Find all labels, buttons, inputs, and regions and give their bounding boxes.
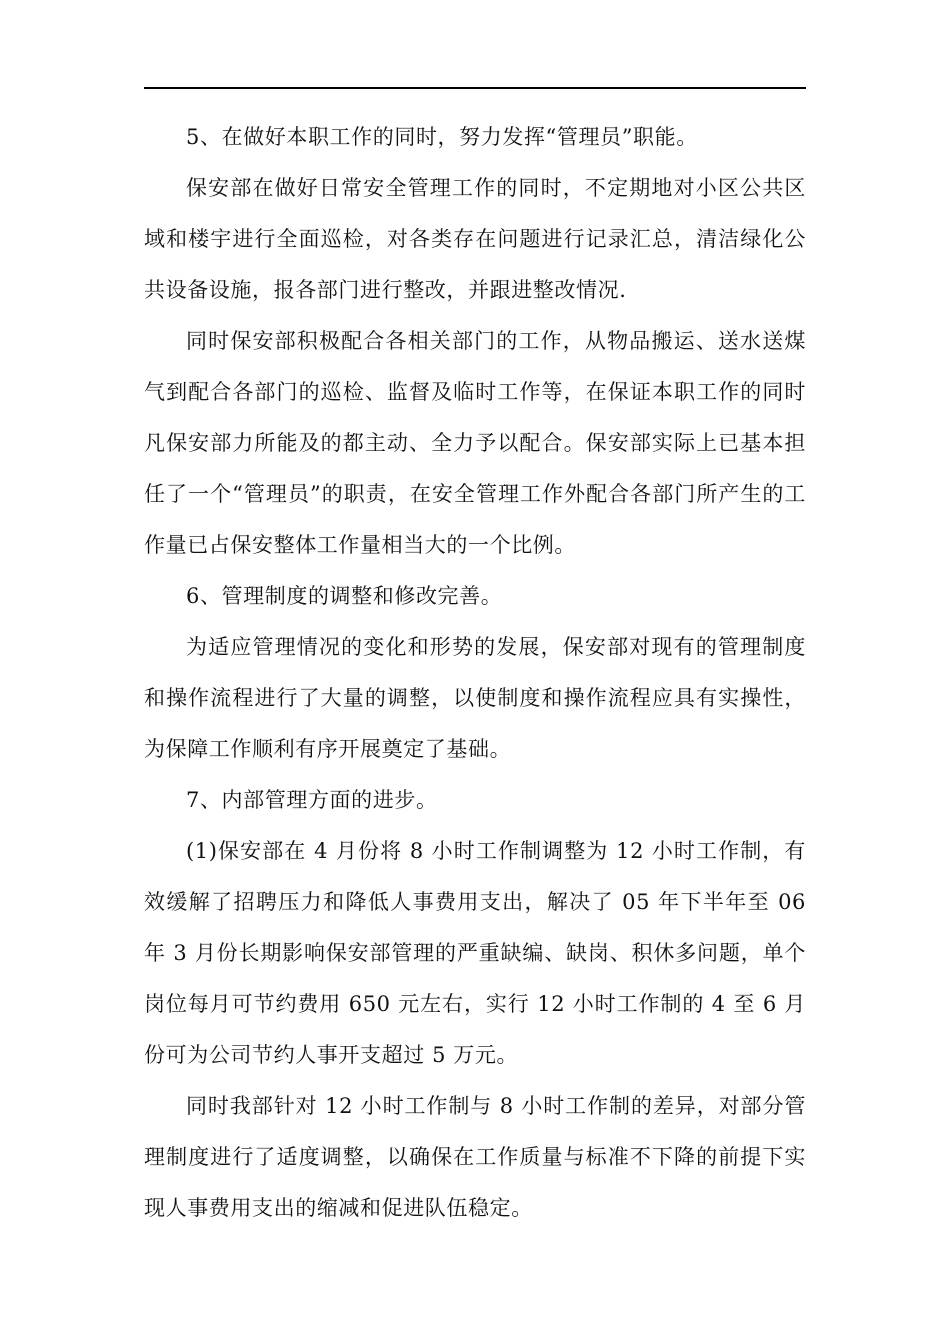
document-body — [144, 112, 806, 1234]
paragraph-section-7-heading: 7、内部管理方面的进步。 — [186, 788, 438, 812]
paragraph-system-revision: 同时我部针对 12 小时工作制与 8 小时工作制的差异，对部分管理制度进行了适度调整，以确保在工作质量与标准不下降的前提下实现人事费用支出的缩减和促进队伍稳定。 — [144, 1094, 806, 1220]
paragraph-cooperation: 同时保安部积极配合各相关部门的工作，从物品搬运、送水送煤气到配合各部门的巡检、监督及临时工作等，在保证本职工作的同时凡保安部力所能及的都主动、全力予以配合。保安部实际上已基本担任了一个“管理员”的职责，在安全管理工作外配合各部门所产生的工作量已占保安整体工作量相当大的一个比例。 — [144, 329, 806, 557]
paragraph-patrol-inspection: 保安部在做好日常安全管理工作的同时，不定期地对小区公共区域和楼宇进行全面巡检，对各类存在问题进行记录汇总，清洁绿化公共设备设施，报各部门进行整改，并跟进整改情况. — [144, 176, 806, 302]
paragraph-system-adjustment: 为适应管理情况的变化和形势的发展，保安部对现有的管理制度和操作流程进行了大量的调整，以使制度和操作流程应具有实操性，为保障工作顺利有序开展奠定了基础。 — [144, 635, 806, 761]
header-rule — [144, 87, 806, 89]
paragraph-section-5-heading: 5、在做好本职工作的同时，努力发挥“管理员”职能。 — [186, 125, 698, 149]
paragraph-section-6-heading: 6、管理制度的调整和修改完善。 — [186, 584, 503, 608]
paragraph-work-schedule: (1)保安部在 4 月份将 8 小时工作制调整为 12 小时工作制，有效缓解了招聘压力和降低人事费用支出，解决了 05 年下半年至 06 年 3 月份长期影响保安部管理的严重缺编、缺岗、积休多问题，单个岗位每月可节约费用 650 元左右，实行 12 小时工作制的 4 至 6 月份可为公司节约人事开支超过 5 万元。 — [144, 839, 806, 1067]
